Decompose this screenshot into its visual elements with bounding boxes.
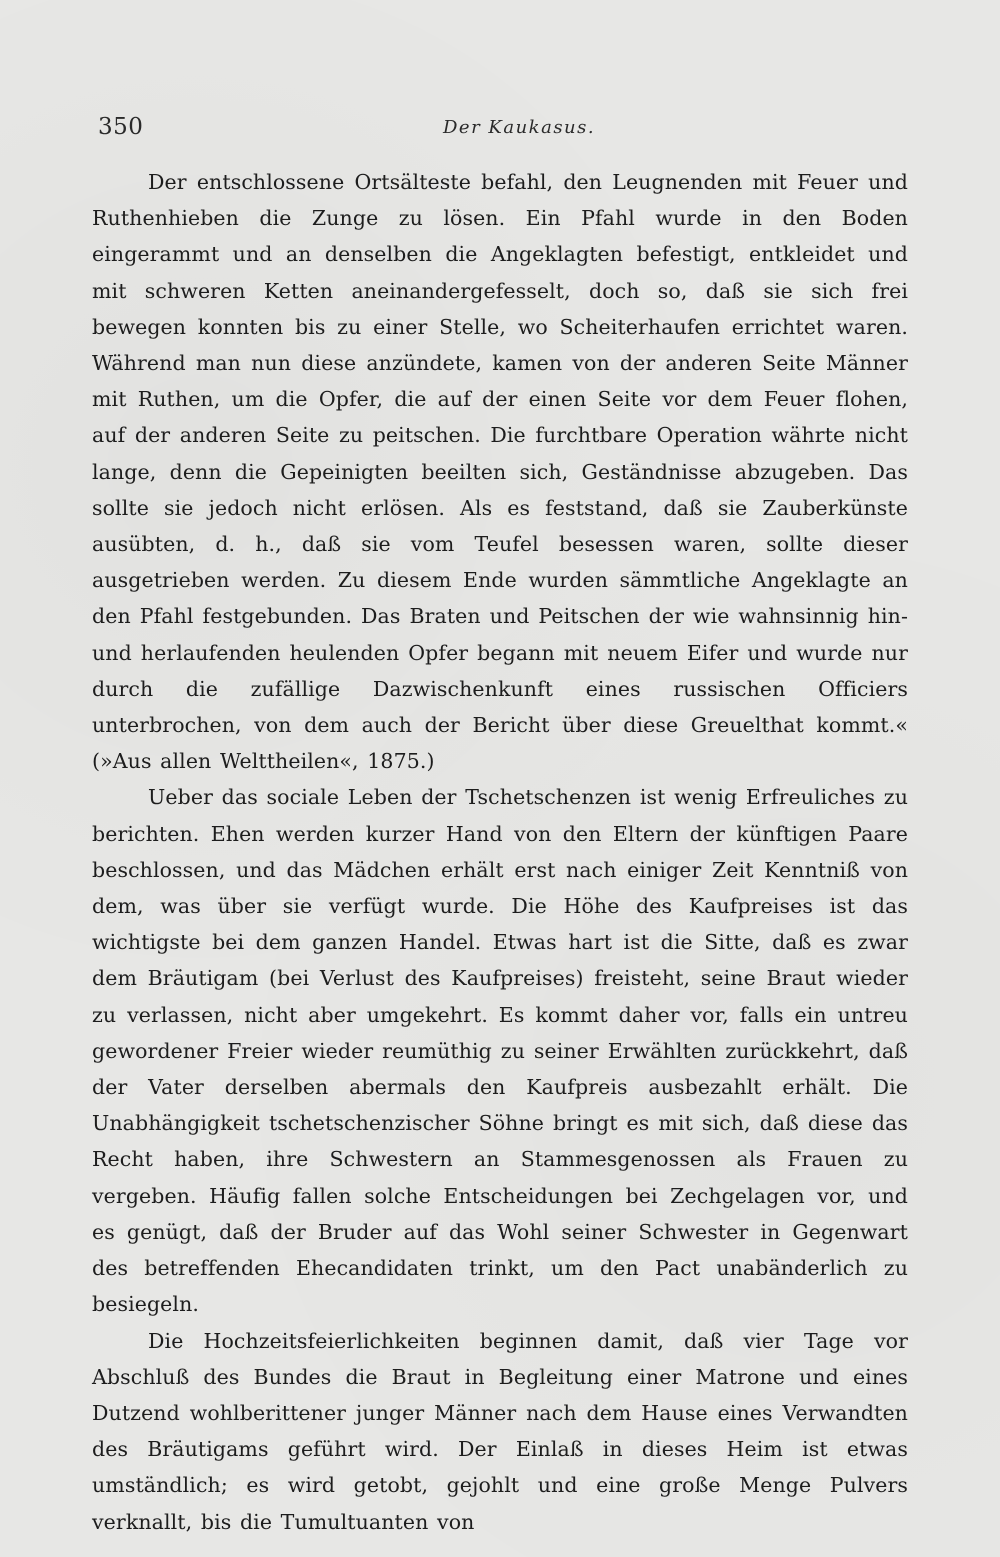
paragraph-1: Der entschlossene Ortsälteste befahl, den Leugnenden mit Feuer und Ruthenhieben die Zunge zu lösen. Ein Pfahl wurde in den Boden eingerammt und an denselben die Angeklagten befestigt, entkleidet und mit schweren Ketten aneinandergefesselt, doch so, daß sie sich frei bewegen konnten bis zu einer Stelle, wo Scheiterhaufen errichtet waren. Während man nun diese anzündete, kamen von der anderen Seite Männer mit Ruthen, um die Opfer, die auf der einen Seite vor dem Feuer flohen, auf der anderen Seite zu peitschen. Die furchtbare Operation währte nicht lange, denn die Gepeinigten beeilten sich, Geständnisse abzugeben. Das sollte sie jedoch nicht erlösen. Als es feststand, daß sie Zauberkünste ausübten, d. h., daß sie vom Teufel besessen waren, sollte dieser ausgetrieben werden. Zu diesem Ende wurden sämmtliche Angeklagte an den Pfahl festgebunden. Das Braten und Peitschen der wie wahnsinnig hin- und herlaufenden heulenden Opfer begann mit neuem Eifer und wurde nur durch die zufällige Dazwischenkunft eines russischen Officiers unterbrochen, von dem auch der Bericht über diese Greuelthat kommt.« (»Aus allen Welttheilen«, 1875.) bbox=[92, 170, 908, 774]
page-number: 350 bbox=[98, 114, 144, 140]
paragraph-2: Ueber das sociale Leben der Tschetschenzen ist wenig Erfreuliches zu berichten. Ehen werden kurzer Hand von den Eltern der künftigen Paare beschlossen, und das Mädchen erhält erst nach einiger Zeit Kenntniß von dem, was über sie verfügt wurde. Die Höhe des Kaufpreises ist das wichtigste bei dem ganzen Handel. Etwas hart ist die Sitte, daß es zwar dem Bräutigam (bei Verlust des Kaufpreises) freisteht, seine Braut wieder zu verlassen, nicht aber umgekehrt. Es kommt daher vor, falls ein untreu gewordener Freier wieder reumüthig zu seiner Erwählten zurückkehrt, daß der Vater derselben abermals den Kaufpreis ausbezahlt erhält. Die Unabhängigkeit tschetschenzischer Söhne bringt es mit sich, daß diese das Recht haben, ihre Schwestern an Stammesgenossen als Frauen zu vergeben. Häufig fallen solche Entscheidungen bei Zechgelagen vor, und es genügt, daß der Bruder auf das Wohl seiner Schwester in Gegenwart des betreffenden Ehecandidaten trinkt, um den Pact unabänderlich zu besiegeln. bbox=[92, 785, 908, 1317]
body-text bbox=[92, 164, 908, 1540]
paragraph-3: Die Hochzeitsfeierlichkeiten beginnen damit, daß vier Tage vor Abschluß des Bundes die Braut in Begleitung einer Matrone und eines Dutzend wohlberittener junger Männer nach dem Hause eines Verwandten des Bräutigams geführt wird. Der Einlaß in dieses Heim ist etwas umständlich; es wird getobt, gejohlt und eine große Menge Pulvers verknallt, bis die Tumultuanten von bbox=[92, 1328, 908, 1534]
running-head: Der Kaukasus. bbox=[443, 117, 596, 138]
page-header bbox=[98, 114, 918, 144]
